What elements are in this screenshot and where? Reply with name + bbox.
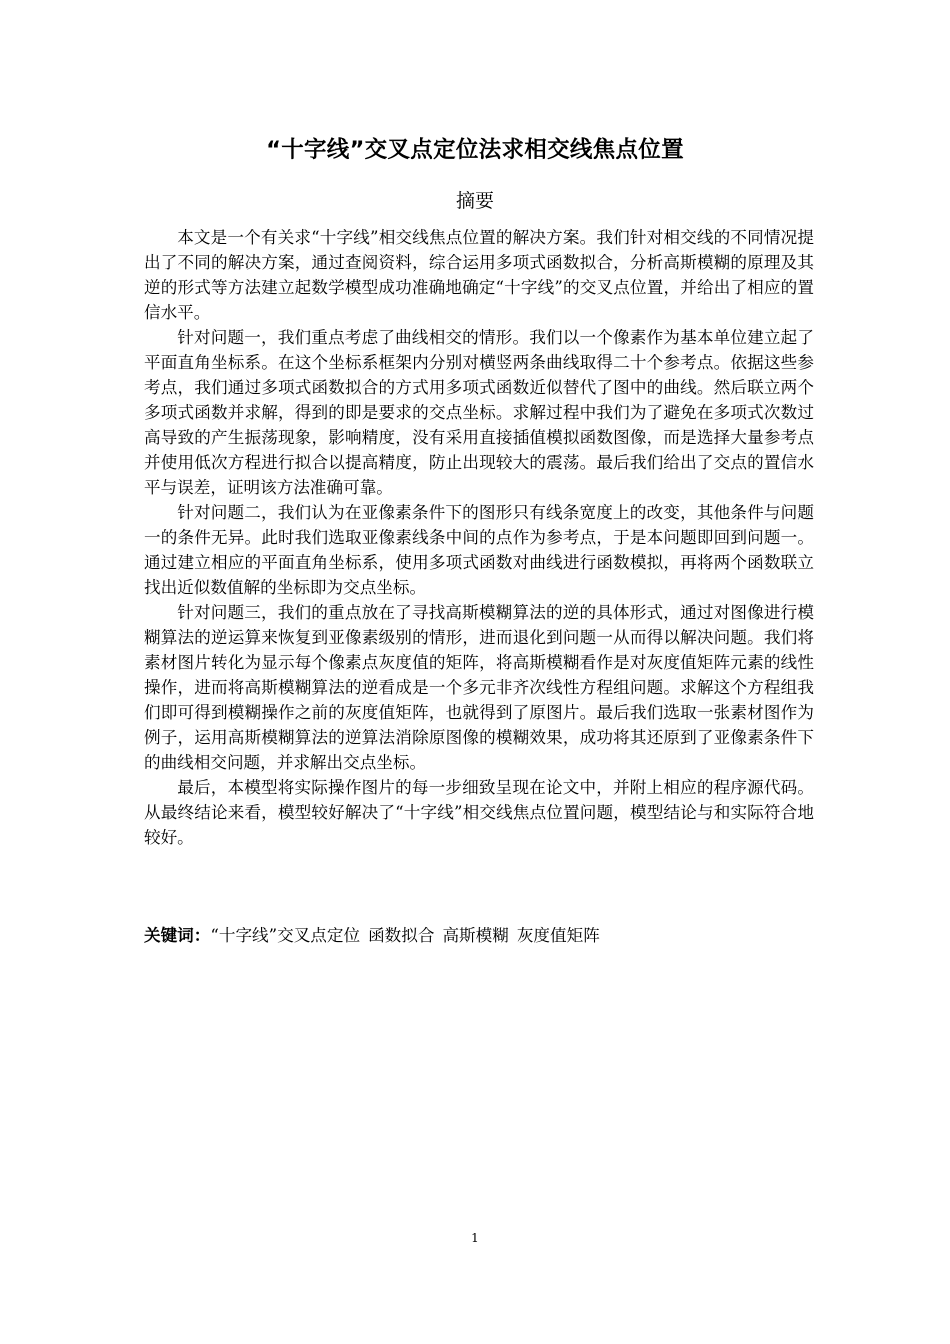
keywords-line xyxy=(144,923,814,949)
paper-title: “十字线”交叉点定位法求相交线焦点位置 xyxy=(266,137,684,163)
abstract-body xyxy=(144,225,814,850)
page-number: 1 xyxy=(471,1231,479,1245)
abstract-paragraph-5: 最后，本模型将实际操作图片的每一步细致呈现在论文中，并附上相应的程序源代码。从最终结论来看，模型较好解决了“十字线”相交线焦点位置问题，模型结论与和实际符合地较好。 xyxy=(144,778,814,847)
abstract-heading: 摘要 xyxy=(455,190,494,212)
abstract-paragraph-3: 针对问题二，我们认为在亚像素条件下的图形只有线条宽度上的改变，其他条件与问题一的条件无异。此时我们选取亚像素线条中间的点作为参考点，于是本问题即回到问题一。通过建立相应的平面直角坐标系，使用多项式函数对曲线进行函数模拟，再将两个函数联立找出近似数值解的坐标即为交点坐标。 xyxy=(144,503,814,597)
keyword: “十字线”交叉点定位 xyxy=(210,926,361,945)
abstract-paragraph-4: 针对问题三，我们的重点放在了寻找高斯模糊算法的逆的具体形式，通过对图像进行模糊算法的逆运算来恢复到亚像素级别的情形，进而退化到问题一从而得以解决问题。我们将素材图片转化为显示每个像素点灰度值的矩阵，将高斯模糊看作是对灰度值矩阵元素的线性操作，进而将高斯模糊算法的逆看成是一个多元非齐次线性方程组问题。求解这个方程组我们即可得到模糊操作之前的灰度值矩阵，也就得到了原图片。最后我们选取一张素材图作为例子，运用高斯模糊算法的逆算法消除原图像的模糊效果，成功将其还原到了亚像素条件下的曲线相交问题，并求解出交点坐标。 xyxy=(144,603,814,772)
keyword: 函数拟合 xyxy=(368,926,435,945)
keyword: 高斯模糊 xyxy=(442,926,509,945)
keyword: 灰度值矩阵 xyxy=(516,926,600,945)
abstract-paragraph-2: 针对问题一，我们重点考虑了曲线相交的情形。我们以一个像素作为基本单位建立起了平面直角坐标系。在这个坐标系框架内分别对横竖两条曲线取得二十个参考点。依据这些参考点，我们通过多项式函数拟合的方式用多项式函数近似替代了图中的曲线。然后联立两个多项式函数并求解，得到的即是要求的交点坐标。求解过程中我们为了避免在多项式次数过高导致的产生振荡现象，影响精度，没有采用直接插值模拟函数图像，而是选择大量参考点并使用低次方程进行拟合以提高精度，防止出现较大的震荡。最后我们给出了交点的置信水平与误差，证明该方法准确可靠。 xyxy=(144,328,814,497)
abstract-paragraph-1: 本文是一个有关求“十字线”相交线焦点位置的解决方案。我们针对相交线的不同情况提出了不同的解决方案，通过查阅资料，综合运用多项式函数拟合，分析高斯模糊的原理及其逆的形式等方法建立起数学模型成功准确地确定“十字线”的交叉点位置，并给出了相应的置信水平。 xyxy=(144,228,814,322)
keywords-label: 关键词： xyxy=(144,926,211,945)
